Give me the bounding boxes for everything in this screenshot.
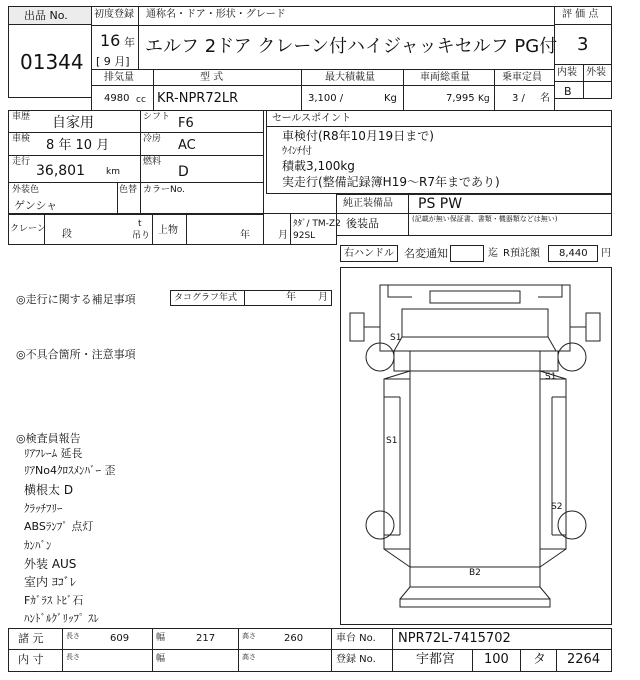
sales-point-line: 積載3,100kg [282,159,355,173]
equipment-value: PS PW [418,196,463,212]
equipment-label: 純正装備品 [343,198,393,209]
gvw-unit: Kg [478,94,490,104]
tachograph-month: 月 [318,292,328,303]
inspection-value: 8 年 10 月 [46,138,110,153]
chassis-label: 車台 No. [336,633,376,644]
registration-number: 2264 [567,652,601,667]
mileage-unit: km [106,167,120,177]
gvw-value: 7,995 [446,93,475,104]
color-code-label: カラーNo. [143,185,185,195]
fuel-label: 燃料 [143,157,162,167]
inspector-report-label: ◎検査員報告 [16,432,81,445]
lot-number: 01344 [20,50,84,74]
sales-points-title: セールスポイント [272,113,352,124]
name-change-label: 名変通知 [404,247,448,260]
defect-notes-label: ◎不具合箇所・注意事項 [16,348,136,361]
first-reg-year-unit: 年 [124,36,135,49]
windshield [402,309,548,337]
damage-mark-s1: S1 [545,372,557,382]
inspector-line: ﾘｱNo4ｸﾛｽﾒﾝﾊﾞｰ 歪 [24,464,116,477]
crane-label: クレーン [10,224,46,234]
capacity-label: 乗車定員 [502,72,542,83]
damage-mark-b2: B2 [469,568,481,578]
boarding-year: 年 [240,230,250,241]
damage-mark-s1: S1 [386,436,398,446]
model-label: 型 式 [200,72,224,83]
max-load-value: 3,100 / [308,93,344,104]
left-gate [384,379,410,549]
ac-value: AC [178,138,196,153]
registration-class: 100 [484,652,509,667]
cab-roof [430,291,520,303]
car-name-label: 通称名・ドア・形状・グレード [146,9,286,20]
color-change-label: 色替 [119,185,138,195]
height-value: 260 [284,633,304,644]
damage-mark-s1: S1 [390,333,402,343]
height-label: 高さ [242,632,256,640]
after-parts-label: 後装品 [346,217,379,230]
inspector-line: ﾊﾝﾄﾞﾙｸﾞﾘｯﾌﾟ ｽﾚ [24,612,99,625]
inspection-label: 車検 [12,134,31,144]
deposit-value: 8,440 [559,248,588,259]
boarding-label: 上物 [158,225,178,236]
interior-label: 内装 [557,67,577,78]
inspector-line: 横根太 D [24,483,74,497]
length-value: 609 [110,633,130,644]
fuel-value: D [178,164,189,180]
tag-type: ﾀﾀﾞ/ TM-Z2 [293,219,341,229]
length-label: 長さ [66,632,80,640]
inner-dims-label: 内 寸 [18,653,44,666]
deposit-label: R預託額 [503,248,540,259]
sales-point-line: 車検付(R8年10月19日まで) [282,129,434,143]
inspector-line: ABSﾗﾝﾌﾟ 点灯 [24,520,94,533]
registration-area: 宇都宮 [416,652,456,667]
inspector-line: ｸﾗｯﾁﾌﾘｰ [24,502,63,515]
max-load-unit: Kg [384,93,397,104]
width-value: 217 [196,633,216,644]
height-label-inner: 高さ [242,653,256,661]
first-reg-year: 16 [100,31,121,50]
cab-outline [380,285,570,351]
inspector-line: 外装 AUS [24,557,77,571]
interior-grade: B [564,85,572,98]
crane-hang: 吊り [132,231,151,241]
length-label-inner: 長さ [66,653,80,661]
driving-notes-label: ◎走行に関する補足事項 [16,293,136,306]
shift-label: シフト [143,112,171,122]
first-reg-label: 初度登録 [94,9,134,20]
deadline-label: 迄 [488,248,498,259]
width-label-inner: 幅 [156,654,166,664]
lot-label: 出品 No. [24,9,68,22]
registration-label: 登録 No. [336,654,376,665]
tachograph-year: 年 [286,292,296,303]
inspector-line: 室内 ﾖｺﾞﾚ [24,575,76,589]
inspector-line: ﾘｱﾌﾚｰﾑ 延長 [24,447,83,460]
history-value: 自家用 [52,115,94,131]
max-load-label: 最大積載量 [325,72,375,83]
tag-model: 92SL [293,231,316,241]
right-gate [540,379,566,549]
mileage-value: 36,801 [36,163,85,179]
sales-point-line: ｳｲﾝﾁ付 [282,146,312,157]
damage-mark-s2: S2 [551,502,563,512]
first-reg-month: [ 9 月] [96,55,130,68]
ac-label: 冷房 [143,134,162,144]
ext-color-label: 外装色 [12,185,40,195]
displacement-value: 4980 [104,93,130,104]
front-right-wheel [558,343,586,371]
displacement-unit: cc [136,95,146,105]
width-label: 幅 [156,633,166,643]
left-mirror [350,313,364,341]
model-value: KR-NPR72LR [157,91,239,106]
rhd-label: 右ハンドル [344,248,394,259]
name-change-field [450,245,484,262]
registration-kana: タ [533,652,547,667]
rear-right-wheel [558,511,586,539]
after-parts-note: (記載が無い保証書、書類・機器類などは無い) [412,215,558,223]
boarding-month: 月 [278,230,288,241]
deposit-unit: 円 [601,248,611,259]
car-name: エルフ 2ドア クレーン付ハイジャッキセルフ PG付 [145,36,558,57]
mileage-label: 走行 [12,157,31,167]
history-label: 車歴 [12,112,31,122]
inspector-line: Fｶﾞﾗｽ ﾄﾋﾞ石 [24,594,84,607]
chassis-number: NPR72L-7415702 [398,631,511,646]
cargo-bed [410,371,540,567]
exterior-label: 外装 [586,67,606,78]
displacement-label: 排気量 [104,72,134,83]
crane-stage: 段 [62,229,72,240]
tachograph-label: タコグラフ年式 [174,293,238,303]
dims-label: 諸 元 [18,632,44,645]
gvw-label: 車両総重量 [420,72,470,83]
ext-color-value: ゲンシャ [14,199,58,212]
inspector-line: ｶﾝﾊﾞﾝ [24,539,52,552]
sales-point-line: 実走行(整備記録簿H19〜R7年まであり) [282,175,500,189]
shift-value: F6 [178,116,194,131]
capacity-value: 3 / [512,93,525,104]
crane-ton: t [138,219,142,229]
capacity-unit: 名 [540,93,550,104]
right-mirror [586,313,600,341]
score-label: 評 価 点 [562,9,599,20]
rear-left-wheel [366,511,394,539]
score-value: 3 [577,34,589,55]
